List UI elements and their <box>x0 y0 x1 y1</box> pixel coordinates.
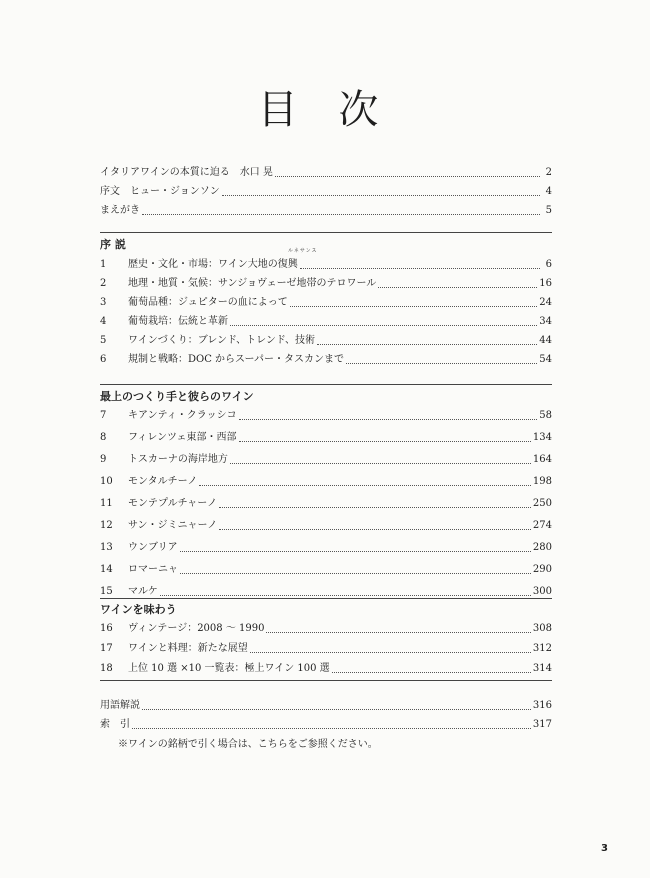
toc-page: 54 <box>539 354 552 365</box>
toc-page: 316 <box>532 700 552 711</box>
toc-entry[interactable] <box>100 201 552 217</box>
leader-dots <box>239 419 538 420</box>
chapter-number: 6 <box>100 354 107 365</box>
toc-label: キアンティ・クラッシコ <box>128 410 237 421</box>
toc-entry[interactable] <box>100 293 552 309</box>
toc-page: 44 <box>539 335 552 346</box>
chapter-number: 11 <box>100 498 113 509</box>
toc-label: 葡萄品種：ジュピターの血によって <box>128 297 288 308</box>
toc-page: 198 <box>532 476 552 487</box>
section-heading: 序 説 <box>100 238 126 251</box>
toc-entry[interactable] <box>100 274 552 290</box>
toc-page: 274 <box>532 520 552 531</box>
toc-label: ワインと料理：新たな展望 <box>128 643 248 654</box>
toc-label: トスカーナの海岸地方 <box>128 454 228 465</box>
toc-page: 24 <box>539 297 552 308</box>
toc-entry[interactable] <box>100 619 552 635</box>
section-heading: 最上のつくり手と彼らのワイン <box>100 390 254 403</box>
toc-entry[interactable] <box>100 331 552 347</box>
toc-label: サン・ジミニャーノ <box>128 520 218 531</box>
toc-entry[interactable] <box>100 516 552 532</box>
leader-dots <box>199 485 531 486</box>
toc-entry[interactable] <box>100 639 552 655</box>
toc-entry[interactable] <box>100 494 552 510</box>
leader-dots <box>275 176 540 177</box>
toc-entry[interactable] <box>100 450 552 466</box>
toc-page: 4 <box>545 186 552 197</box>
toc-label: 上位 10 選 ×10 一覧表：極上ワイン 100 選 <box>128 663 330 674</box>
chapter-number: 12 <box>100 520 113 531</box>
chapter-number: 13 <box>100 542 113 553</box>
toc-label: 索 引 <box>100 719 130 730</box>
toc-entry[interactable] <box>100 696 552 712</box>
toc-entry[interactable] <box>100 312 552 328</box>
section-rule <box>100 680 552 681</box>
chapter-number: 17 <box>100 643 113 654</box>
chapter-number: 18 <box>100 663 113 674</box>
toc-page: 164 <box>532 454 552 465</box>
toc-entry[interactable] <box>100 659 552 675</box>
section-heading: ワインを味わう <box>100 603 177 616</box>
chapter-number: 15 <box>100 586 113 597</box>
leader-dots <box>230 325 537 326</box>
toc-entry[interactable] <box>100 428 552 444</box>
leader-dots <box>219 529 531 530</box>
toc-page: 312 <box>532 643 552 654</box>
section-rule <box>100 232 552 233</box>
toc-entry[interactable] <box>100 560 552 576</box>
toc-entry[interactable] <box>100 182 552 198</box>
toc-page: 250 <box>532 498 552 509</box>
toc-entry[interactable] <box>100 538 552 554</box>
chapter-number: 2 <box>100 278 107 289</box>
toc-label: ヴィンテージ：2008 〜 1990 <box>128 623 265 634</box>
toc-entry[interactable] <box>100 163 552 179</box>
toc-entry[interactable] <box>100 350 552 366</box>
toc-label: モンテプルチャーノ <box>128 498 218 509</box>
page-title: 目 次 <box>257 87 393 133</box>
toc-page: 58 <box>539 410 552 421</box>
toc-label: ロマーニャ <box>128 564 178 575</box>
chapter-number: 3 <box>100 297 107 308</box>
leader-dots <box>290 306 537 307</box>
toc-label: 用語解説 <box>100 700 140 711</box>
leader-dots <box>180 573 531 574</box>
toc-label: 歴史・文化・市場：ワイン大地の復興 <box>128 259 298 270</box>
toc-page: 300 <box>532 586 552 597</box>
toc-label: まえがき <box>100 205 140 216</box>
page-number: 3 <box>601 843 608 854</box>
toc-page: 308 <box>532 623 552 634</box>
chapter-number: 4 <box>100 316 107 327</box>
toc-page: 6 <box>545 259 552 270</box>
toc-entry[interactable] <box>100 582 552 598</box>
leader-dots <box>317 344 537 345</box>
toc-page: 16 <box>539 278 552 289</box>
toc-label: ワインづくり：ブレンド、トレンド、技術 <box>128 335 315 346</box>
chapter-number: 10 <box>100 476 113 487</box>
toc-entry[interactable] <box>100 406 552 422</box>
leader-dots <box>142 214 540 215</box>
chapter-number: 1 <box>100 259 107 270</box>
toc-entry[interactable] <box>100 715 552 731</box>
leader-dots <box>180 551 531 552</box>
leader-dots <box>132 728 531 729</box>
toc-page: 5 <box>545 205 552 216</box>
toc-page: 34 <box>539 316 552 327</box>
toc-page: 2 <box>545 167 552 178</box>
leader-dots <box>266 632 530 633</box>
chapter-number: 8 <box>100 432 107 443</box>
chapter-number: 14 <box>100 564 113 575</box>
toc-page: 290 <box>532 564 552 575</box>
leader-dots <box>378 287 537 288</box>
toc-label: 葡萄栽培：伝統と革新 <box>128 316 228 327</box>
section-rule <box>100 598 552 599</box>
leader-dots <box>250 652 531 653</box>
section-rule <box>100 384 552 385</box>
toc-entry[interactable] <box>100 255 552 271</box>
toc-label: 規制と戦略：DOC からスーパー・タスカンまで <box>128 354 345 365</box>
toc-label: マルケ <box>128 586 158 597</box>
leader-dots <box>230 463 531 464</box>
leader-dots <box>142 709 531 710</box>
leader-dots <box>332 672 531 673</box>
leader-dots <box>219 507 531 508</box>
toc-label: フィレンツェ東部・西部 <box>128 432 237 443</box>
leader-dots <box>346 363 537 364</box>
chapter-number: 9 <box>100 454 107 465</box>
chapter-number: 5 <box>100 335 107 346</box>
toc-page: 280 <box>532 542 552 553</box>
leader-dots <box>160 595 531 596</box>
toc-label: 序文 ヒュー・ジョンソン <box>100 186 220 197</box>
chapter-number: 16 <box>100 623 113 634</box>
ruby-annotation: ルネサンス <box>288 248 318 254</box>
leader-dots <box>239 441 531 442</box>
toc-page: 134 <box>532 432 552 443</box>
toc-label: イタリアワインの本質に迫る 水口 晃 <box>100 167 273 178</box>
index-note: ※ワインの銘柄で引く場合は、こちらをご参照ください。 <box>118 739 378 750</box>
toc-entry[interactable] <box>100 472 552 488</box>
toc-label: 地理・地質・気候：サンジョヴェーゼ地帯のテロワール <box>128 278 377 289</box>
chapter-number: 7 <box>100 410 107 421</box>
toc-label: ウンブリア <box>128 542 178 553</box>
toc-page: 317 <box>532 719 552 730</box>
leader-dots <box>300 268 540 269</box>
toc-page: 314 <box>532 663 552 674</box>
toc-label: モンタルチーノ <box>128 476 198 487</box>
leader-dots <box>222 195 540 196</box>
